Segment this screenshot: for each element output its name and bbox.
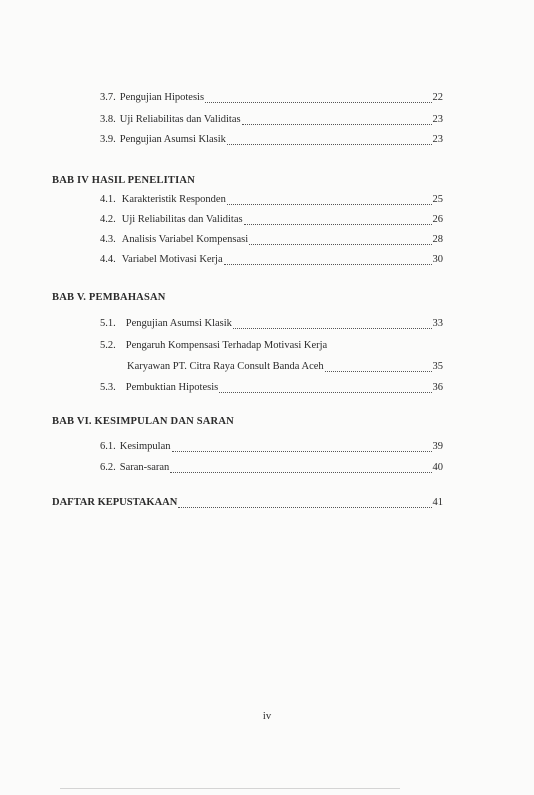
toc-leader-dots (224, 264, 432, 265)
toc-entry-page: 28 (432, 234, 443, 245)
toc-leader-dots (244, 224, 432, 225)
toc-entry-title: Pengujian Asumsi Klasik (125, 318, 232, 329)
toc-entry-title: Pembuktian Hipotesis (125, 382, 219, 393)
scan-edge-line (60, 788, 400, 789)
toc-entry-title: Analisis Variabel Kompensasi (121, 234, 249, 245)
toc-entry-title: Pengaruh Kompensasi Terhadap Motivasi Kerja (125, 340, 328, 351)
toc-leader-dots (227, 204, 432, 205)
toc-entry-number: 4.2. (100, 214, 116, 225)
toc-entry-5-2 (100, 339, 443, 353)
toc-entry-title: Variabel Motivasi Kerja (121, 254, 223, 265)
toc-entry-5-2-continued (127, 360, 443, 374)
toc-entry-4-4 (100, 253, 443, 267)
toc-entry-5-1 (100, 317, 443, 331)
toc-entry-page: 23 (432, 114, 443, 125)
toc-entry-number: 3.9. (100, 134, 116, 145)
toc-entry-page: 30 (432, 254, 443, 265)
toc-entry-number: 6.2. (100, 462, 116, 473)
toc-entry-page: 33 (432, 318, 443, 329)
toc-entry-5-3 (100, 381, 443, 395)
toc-entry-6-2 (100, 461, 443, 475)
toc-entry-page: 39 (432, 441, 443, 452)
chapter-4-heading: BAB IV HASIL PENELITIAN (52, 175, 195, 186)
toc-entry-title: Uji Reliabilitas dan Validitas (121, 214, 243, 225)
toc-leader-dots (249, 244, 431, 245)
toc-entry-page: 41 (432, 497, 443, 508)
toc-entry-number: 5.1. (100, 318, 116, 329)
toc-entry-number: 4.1. (100, 194, 116, 205)
chapter-5-heading: BAB V. PEMBAHASAN (52, 292, 166, 303)
toc-entry-number: 5.2. (100, 340, 116, 351)
toc-entry-4-1 (100, 193, 443, 207)
toc-leader-dots (242, 124, 432, 125)
toc-entry-number: 3.8. (100, 114, 116, 125)
toc-entry-title: Karyawan PT. Citra Raya Consult Banda Aceh (127, 361, 324, 372)
toc-entry-bibliography (52, 496, 443, 510)
toc-entry-6-1 (100, 440, 443, 454)
toc-entry-number: 4.3. (100, 234, 116, 245)
toc-entry-title: DAFTAR KEPUSTAKAAN (52, 497, 178, 508)
toc-leader-dots (227, 144, 432, 145)
toc-leader-dots (205, 102, 431, 103)
toc-leader-dots (172, 451, 432, 452)
toc-entry-4-2 (100, 213, 443, 227)
toc-leader-dots (170, 472, 431, 473)
toc-leader-dots (233, 328, 432, 329)
toc-entry-page: 26 (432, 214, 443, 225)
toc-entry-page: 22 (432, 92, 443, 103)
toc-entry-title: Karakteristik Responden (121, 194, 226, 205)
toc-entry-number: 6.1. (100, 441, 116, 452)
toc-entry-title: Saran-saran (119, 462, 170, 473)
toc-entry-title: Uji Reliabilitas dan Validitas (119, 114, 241, 125)
toc-entry-3-8 (100, 113, 443, 127)
toc-entry-3-7 (100, 91, 443, 105)
toc-entry-number: 3.7. (100, 92, 116, 103)
toc-entry-title: Kesimpulan (119, 441, 171, 452)
page-number: iv (262, 711, 272, 722)
toc-entry-number: 5.3. (100, 382, 116, 393)
toc-entry-page: 40 (432, 462, 443, 473)
chapter-6-heading: BAB VI. KESIMPULAN DAN SARAN (52, 416, 234, 427)
toc-entry-page: 35 (432, 361, 443, 372)
toc-leader-dots (219, 392, 431, 393)
toc-entry-page: 25 (432, 194, 443, 205)
toc-entry-page: 23 (432, 134, 443, 145)
toc-entry-page: 36 (432, 382, 443, 393)
toc-entry-3-9 (100, 133, 443, 147)
toc-leader-dots (178, 507, 431, 508)
toc-entry-4-3 (100, 233, 443, 247)
toc-entry-title: Pengujian Hipotesis (119, 92, 205, 103)
toc-leader-dots (325, 371, 432, 372)
toc-entry-title: Pengujian Asumsi Klasik (119, 134, 226, 145)
toc-entry-number: 4.4. (100, 254, 116, 265)
